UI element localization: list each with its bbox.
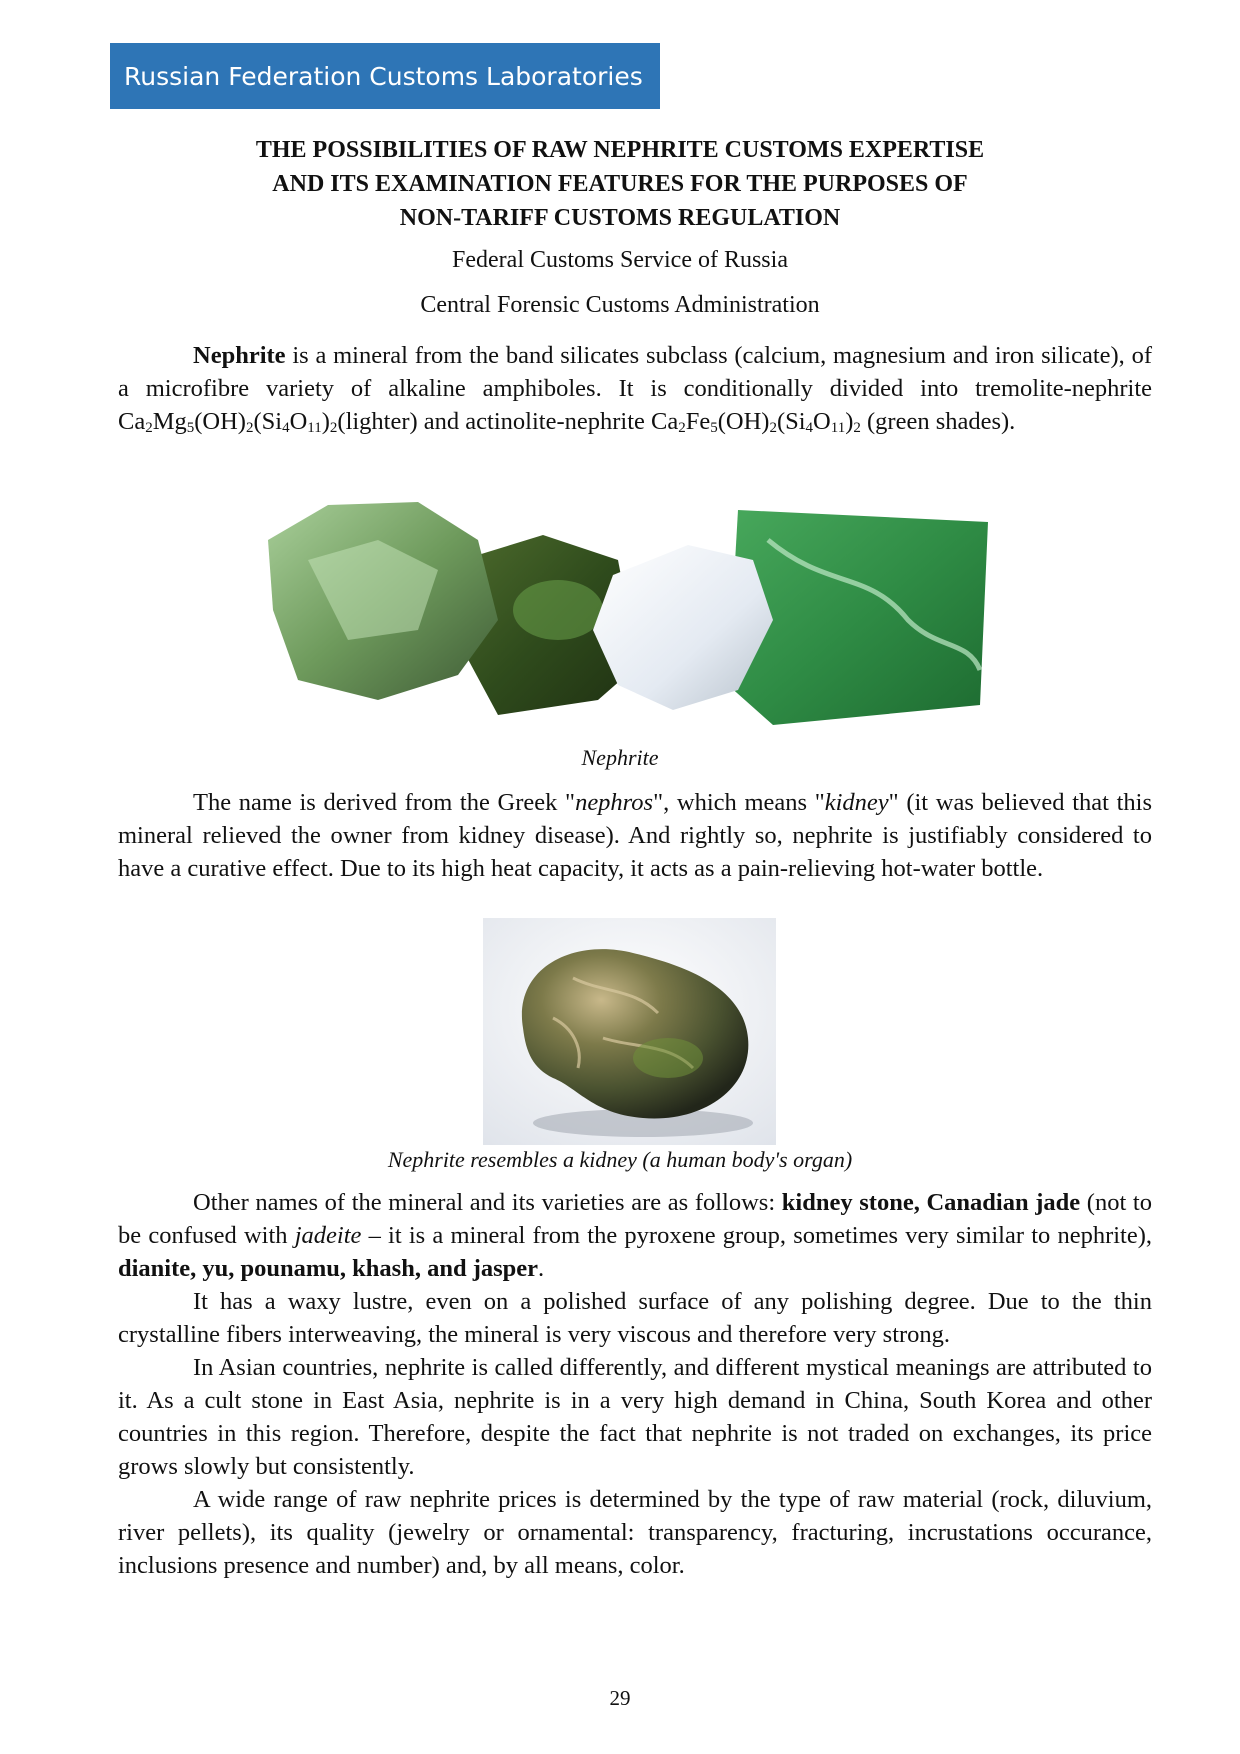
jadeite-word: jadeite: [294, 1222, 362, 1249]
paragraph-1: [118, 339, 1152, 438]
paragraph-2: The name is derived from the Greek "nephros", which means "kidney" (it was believed that this mineral relieved the owner from kidney disease). And rightly so, nephrite is justifiably considered to have a curative effect. Due to its high heat capacity, it acts as a pain-relieving hot-water bottle.: [118, 789, 1153, 882]
p1-text-3: (green shades).: [860, 408, 1016, 435]
title-line-2: AND ITS EXAMINATION FEATURES FOR THE PURPOSES OF: [272, 171, 968, 197]
formula-tremolite: $Ca_2Mg_5(OH)_2(Si_4O_{11})_2$: [118, 408, 338, 436]
page-number: 29: [609, 1686, 631, 1710]
pebble-green-patch: [633, 1038, 703, 1078]
paragraph-6: A wide range of raw nephrite prices is determined by the type of raw material (rock, diluvium, river pellets), its quality (jewelry or ornamental: transparency, fracturing, incrustations occurance, inclusions presence and number) and, by all means, color.: [118, 1486, 1152, 1579]
article-title: [120, 133, 1120, 235]
formula-actinolite: $Ca_2Fe_5(OH)_2(Si_4O_{11})_2$: [651, 408, 861, 436]
p1-text-2: (lighter) and actinolite-nephrite: [337, 408, 652, 435]
figure-2-caption: Nephrite resembles a kidney (a human body's organ): [387, 1147, 853, 1172]
p1-text-1: is a mineral from the band silicates subclass (calcium, magnesium and iron silicate), of a microfibre variety of alkaline amphiboles. It is conditionally divided into tremolite-nephrite: [118, 342, 1152, 402]
paragraph-5: In Asian countries, nephrite is called differently, and different mystical meanings are attributed to it. As a cult stone in East Asia, nephrite is in a very high demand in China, South Korea and other countries in this region. Therefore, despite the fact that nephrite is not traded on exchanges, its price grows slowly but consistently.: [118, 1354, 1152, 1480]
nephrite-pebble-image: [483, 918, 776, 1145]
organization: Federal Customs Service of Russia: [452, 247, 788, 273]
figure-1-caption: Nephrite: [581, 745, 659, 770]
term-nephrite: Nephrite: [193, 342, 286, 369]
kidney-word: kidney: [824, 789, 889, 816]
names-group-1: kidney stone, Canadian jade: [781, 1189, 1081, 1216]
paragraph-3: Other names of the mineral and its varieties are as follows: kidney stone, Canadian jade (not to be confused with jadeite – it is a mineral from the pyroxene group, sometimes very similar to nephrite), dianite, yu, pounamu, khash, and jasper.: [118, 1189, 1153, 1282]
paragraph-4: It has a waxy lustre, even on a polished surface of any polishing degree. Due to the thin crystalline fibers interweaving, the mineral is very viscous and therefore very strong.: [118, 1288, 1152, 1348]
nephrite-specimens-image: [268, 500, 988, 735]
greek-word: nephros: [575, 789, 654, 816]
dark-slice-highlight: [513, 580, 603, 640]
title-line-1: THE POSSIBILITIES OF RAW NEPHRITE CUSTOMS EXPERTISE: [255, 137, 985, 163]
department: Central Forensic Customs Administration: [420, 292, 820, 318]
title-line-3: NON-TARIFF CUSTOMS REGULATION: [399, 205, 841, 231]
names-group-2: dianite, yu, pounamu, khash, and jasper: [118, 1255, 539, 1282]
header-banner: Russian Federation Customs Laboratories: [110, 43, 660, 109]
